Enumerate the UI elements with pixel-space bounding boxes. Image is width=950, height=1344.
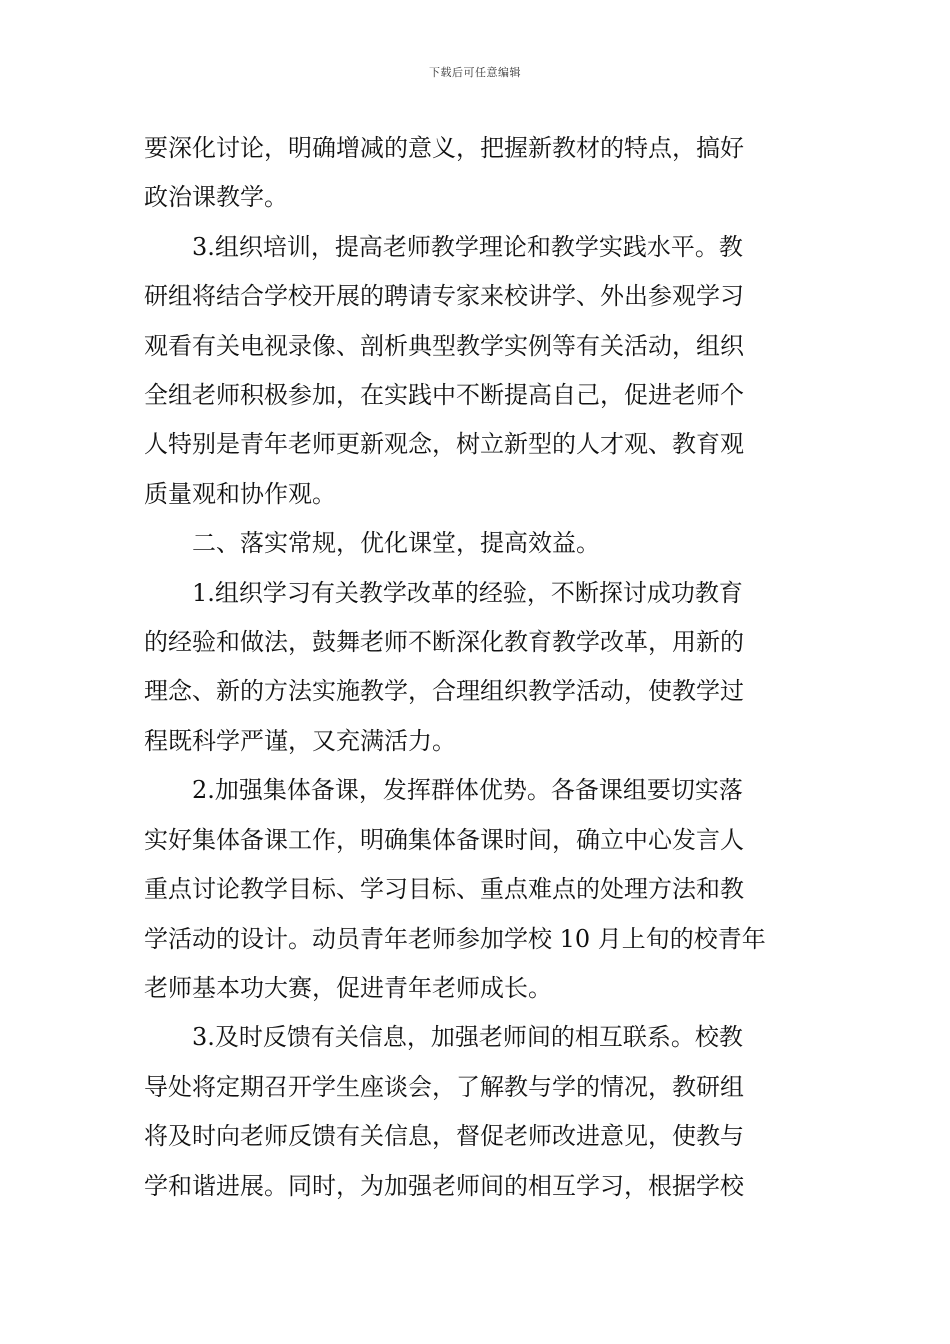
- text-line: 学活动的设计。动员青年老师参加学校 10 月上旬的校青年: [144, 924, 766, 953]
- text-line: 1.组织学习有关教学改革的经验，不断探讨成功教育: [192, 578, 743, 607]
- text-line: 观看有关电视录像、剖析典型教学实例等有关活动，组织: [144, 331, 744, 360]
- text-line: 人特别是青年老师更新观念，树立新型的人才观、教育观: [144, 430, 744, 459]
- paragraph: [144, 766, 808, 1013]
- header-note: 下载后可任意编辑: [429, 66, 521, 79]
- text-line: 实好集体备课工作，明确集体备课时间，确立中心发言人: [144, 825, 744, 854]
- text-line: 3.组织培训，提高老师教学理论和教学实践水平。教: [192, 232, 743, 261]
- text-line: 2.加强集体备课，发挥群体优势。各备课组要切实落: [192, 776, 743, 805]
- text-line: 的经验和做法，鼓舞老师不断深化教育教学改革，用新的: [144, 628, 744, 657]
- paragraph: [144, 1013, 808, 1211]
- text-line: 全组老师积极参加，在实践中不断提高自己，促进老师个: [144, 381, 744, 410]
- text-line: 将及时向老师反馈有关信息，督促老师改进意见，使教与: [144, 1122, 744, 1151]
- text-line: 老师基本功大赛，促进青年老师成长。: [144, 973, 552, 1002]
- text-line: 3.及时反馈有关信息，加强老师间的相互联系。校教: [192, 1023, 743, 1052]
- text-line: 研组将结合学校开展的聘请专家来校讲学、外出参观学习: [144, 282, 744, 311]
- paragraph: [144, 519, 808, 568]
- document-body: [144, 124, 808, 1211]
- paragraph: [144, 569, 808, 767]
- paragraph: [144, 124, 808, 223]
- text-line: 理念、新的方法实施教学，合理组织教学活动，使教学过: [144, 677, 744, 706]
- text-line: 程既科学严谨，又充满活力。: [144, 726, 456, 755]
- text-line: 政治课教学。: [144, 183, 288, 212]
- text-line: 质量观和协作观。: [144, 479, 336, 508]
- text-line: 学和谐进展。同时，为加强老师间的相互学习，根据学校: [144, 1171, 744, 1200]
- paragraph: [144, 223, 808, 519]
- text-line: 要深化讨论，明确增减的意义，把握新教材的特点，搞好: [144, 134, 744, 162]
- text-line: 重点讨论教学目标、学习目标、重点难点的处理方法和教: [144, 875, 744, 904]
- section-heading: 二、落实常规，优化课堂，提高效益。: [192, 529, 600, 558]
- text-line: 导处将定期召开学生座谈会，了解教与学的情况，教研组: [144, 1072, 744, 1101]
